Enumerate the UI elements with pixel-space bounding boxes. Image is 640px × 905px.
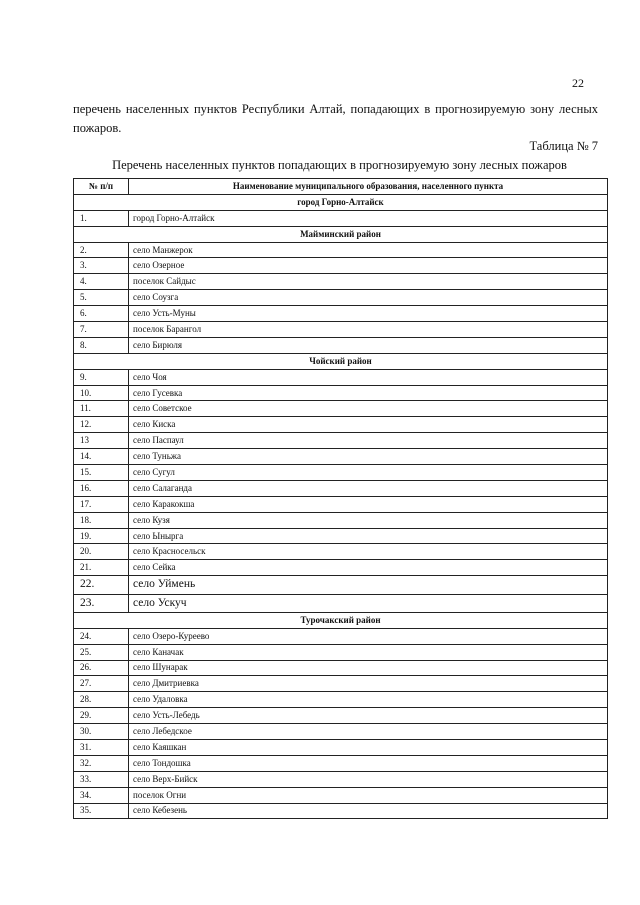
table-row <box>74 449 608 465</box>
settlement-name: село Салаганда <box>129 480 608 496</box>
table-row <box>74 512 608 528</box>
row-number: 20. <box>74 544 129 560</box>
settlement-name: село Бирюля <box>129 337 608 353</box>
table-row <box>74 594 608 612</box>
row-number: 33. <box>74 771 129 787</box>
settlement-name: село Сугул <box>129 465 608 481</box>
section-title: Турочакский район <box>74 612 608 628</box>
row-number: 30. <box>74 724 129 740</box>
row-number: 3. <box>74 258 129 274</box>
table-row <box>74 465 608 481</box>
settlement-name: село Ынырга <box>129 528 608 544</box>
row-number: 19. <box>74 528 129 544</box>
row-number: 10. <box>74 385 129 401</box>
settlement-name: село Тондошка <box>129 755 608 771</box>
column-header-number: № п/п <box>74 179 129 195</box>
table-row <box>74 306 608 322</box>
settlement-name: поселок Сайдыс <box>129 274 608 290</box>
settlement-name: село Паспаул <box>129 433 608 449</box>
settlement-name: село Каяшкан <box>129 739 608 755</box>
table-row <box>74 242 608 258</box>
table-row <box>74 560 608 576</box>
row-number: 13 <box>74 433 129 449</box>
settlements-table <box>73 178 608 819</box>
row-number: 23. <box>74 594 129 612</box>
table-row <box>74 258 608 274</box>
row-number: 8. <box>74 337 129 353</box>
table-row <box>74 692 608 708</box>
table-row <box>74 544 608 560</box>
settlement-name: село Кебезень <box>129 803 608 819</box>
row-number: 14. <box>74 449 129 465</box>
row-number: 4. <box>74 274 129 290</box>
table-row <box>74 676 608 692</box>
table-row <box>74 210 608 226</box>
table-row <box>74 417 608 433</box>
row-number: 29. <box>74 708 129 724</box>
section-title: Чойский район <box>74 353 608 369</box>
row-number: 18. <box>74 512 129 528</box>
row-number: 32. <box>74 755 129 771</box>
intro-paragraph: перечень населенных пунктов Республики Алтай, попадающих в прогнозируемую зону лесных пожаров. <box>73 102 598 135</box>
row-number: 28. <box>74 692 129 708</box>
table-row <box>74 628 608 644</box>
settlement-name: село Усть-Муны <box>129 306 608 322</box>
table-row <box>74 385 608 401</box>
settlement-name: село Соузга <box>129 290 608 306</box>
table-row <box>74 644 608 660</box>
row-number: 34. <box>74 787 129 803</box>
settlement-name: село Кузя <box>129 512 608 528</box>
table-row <box>74 480 608 496</box>
table-row <box>74 369 608 385</box>
settlement-name: село Советское <box>129 401 608 417</box>
row-number: 22. <box>74 576 129 594</box>
settlement-name: село Озерное <box>129 258 608 274</box>
row-number: 17. <box>74 496 129 512</box>
settlement-name: село Манжерок <box>129 242 608 258</box>
table-row <box>74 528 608 544</box>
row-number: 6. <box>74 306 129 322</box>
section-title: Майминский район <box>74 226 608 242</box>
column-header-name: Наименование муниципального образования, населенного пункта <box>129 179 608 195</box>
table-body <box>74 194 608 819</box>
row-number: 5. <box>74 290 129 306</box>
section-row <box>74 194 608 210</box>
page-number: 22 <box>572 76 584 90</box>
row-number: 7. <box>74 322 129 338</box>
row-number: 16. <box>74 480 129 496</box>
row-number: 9. <box>74 369 129 385</box>
settlement-name: село Ускуч <box>129 594 608 612</box>
table-row <box>74 724 608 740</box>
table-row <box>74 401 608 417</box>
table-row <box>74 322 608 338</box>
row-number: 11. <box>74 401 129 417</box>
table-row <box>74 660 608 676</box>
table-row <box>74 433 608 449</box>
table-row <box>74 787 608 803</box>
row-number: 24. <box>74 628 129 644</box>
section-row <box>74 612 608 628</box>
settlement-name: село Красносельск <box>129 544 608 560</box>
row-number: 35. <box>74 803 129 819</box>
table-row <box>74 771 608 787</box>
table-row <box>74 337 608 353</box>
settlement-name: село Чоя <box>129 369 608 385</box>
settlement-name: село Дмитриевка <box>129 676 608 692</box>
settlement-name: село Каначак <box>129 644 608 660</box>
settlement-name: село Удаловка <box>129 692 608 708</box>
row-number: 25. <box>74 644 129 660</box>
settlement-name: город Горно-Алтайск <box>129 210 608 226</box>
row-number: 12. <box>74 417 129 433</box>
table-title: Перечень населенных пунктов попадающих в прогнозируемую зону лесных пожаров <box>112 158 567 172</box>
settlement-name: село Гусевка <box>129 385 608 401</box>
row-number: 27. <box>74 676 129 692</box>
settlement-name: поселок Огни <box>129 787 608 803</box>
row-number: 31. <box>74 739 129 755</box>
table-row <box>74 274 608 290</box>
settlement-name: село Каракокша <box>129 496 608 512</box>
table-row <box>74 496 608 512</box>
settlement-name: село Киска <box>129 417 608 433</box>
table-row <box>74 803 608 819</box>
settlement-name: село Лебедское <box>129 724 608 740</box>
table-label: Таблица № 7 <box>529 139 598 153</box>
table-row <box>74 708 608 724</box>
row-number: 1. <box>74 210 129 226</box>
settlement-name: село Уймень <box>129 576 608 594</box>
row-number: 15. <box>74 465 129 481</box>
settlement-name: село Сейка <box>129 560 608 576</box>
settlement-name: село Усть-Лебедь <box>129 708 608 724</box>
settlement-name: село Туньжа <box>129 449 608 465</box>
section-row <box>74 353 608 369</box>
row-number: 21. <box>74 560 129 576</box>
table-header-row <box>74 179 608 195</box>
section-title: город Горно-Алтайск <box>74 194 608 210</box>
settlement-name: село Шунарак <box>129 660 608 676</box>
settlement-name: село Озеро-Куреево <box>129 628 608 644</box>
table-row <box>74 739 608 755</box>
table-row <box>74 755 608 771</box>
row-number: 26. <box>74 660 129 676</box>
table-row <box>74 576 608 594</box>
section-row <box>74 226 608 242</box>
settlement-name: поселок Барангол <box>129 322 608 338</box>
table-row <box>74 290 608 306</box>
row-number: 2. <box>74 242 129 258</box>
settlement-name: село Верх-Бийск <box>129 771 608 787</box>
